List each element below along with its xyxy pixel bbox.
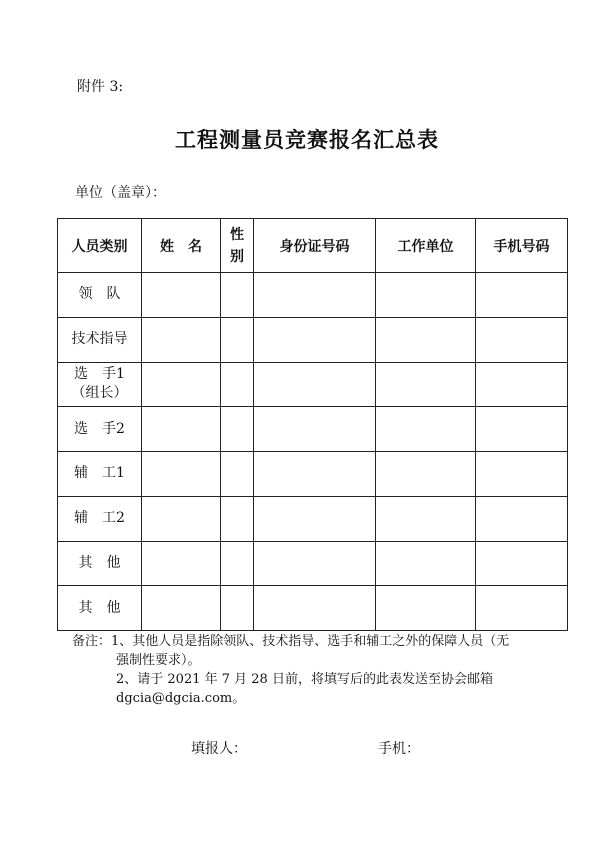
name-cell[interactable]	[142, 362, 221, 407]
id-number-cell[interactable]	[254, 541, 376, 586]
row-category	[58, 452, 142, 497]
mobile-cell[interactable]	[476, 273, 568, 318]
unit-stamp-label: 单位（盖章）：	[75, 185, 166, 201]
table-row	[58, 407, 568, 452]
page-title: 工程测量员竞赛报名汇总表	[175, 128, 439, 152]
name-cell[interactable]	[142, 273, 221, 318]
mobile-cell[interactable]	[476, 407, 568, 452]
gender-cell[interactable]	[221, 407, 254, 452]
row-category-line1: 选 手2	[74, 420, 125, 437]
row-category	[58, 407, 142, 452]
row-category	[58, 586, 142, 631]
id-number-cell[interactable]	[254, 273, 376, 318]
row-category-line1: 选 手1	[74, 366, 125, 383]
name-cell[interactable]	[142, 496, 221, 541]
attachment-label: 附件 3:	[77, 79, 124, 95]
gender-cell[interactable]	[221, 273, 254, 318]
table-header-row	[58, 219, 568, 273]
header-id-number: 身份证号码	[254, 219, 376, 273]
table-row	[58, 452, 568, 497]
table-row	[58, 586, 568, 631]
id-number-cell[interactable]	[254, 452, 376, 497]
id-number-cell[interactable]	[254, 362, 376, 407]
row-category-line1: 辅 工1	[74, 465, 125, 482]
gender-cell[interactable]	[221, 317, 254, 362]
workplace-cell[interactable]	[376, 541, 476, 586]
workplace-cell[interactable]	[376, 273, 476, 318]
name-cell[interactable]	[142, 407, 221, 452]
name-cell[interactable]	[142, 452, 221, 497]
gender-cell[interactable]	[221, 452, 254, 497]
id-number-cell[interactable]	[254, 407, 376, 452]
table-row	[58, 496, 568, 541]
header-name: 姓 名	[142, 219, 221, 273]
workplace-cell[interactable]	[376, 586, 476, 631]
row-category	[58, 541, 142, 586]
row-category-line1: 辅 工2	[74, 510, 125, 527]
row-category-line1: 其 他	[78, 554, 121, 571]
table-row	[58, 273, 568, 318]
id-number-cell[interactable]	[254, 317, 376, 362]
header-category: 人员类别	[58, 219, 142, 273]
row-category-line1: 技术指导	[71, 331, 128, 348]
workplace-cell[interactable]	[376, 362, 476, 407]
registration-table	[57, 218, 568, 631]
mobile-cell[interactable]	[476, 317, 568, 362]
row-category-line2: （组长）	[71, 385, 128, 402]
row-category	[58, 273, 142, 318]
table-row	[58, 541, 568, 586]
id-number-cell[interactable]	[254, 496, 376, 541]
id-number-cell[interactable]	[254, 586, 376, 631]
mobile-cell[interactable]	[476, 541, 568, 586]
name-cell[interactable]	[142, 317, 221, 362]
mobile-cell[interactable]	[476, 362, 568, 407]
mobile-cell[interactable]	[476, 586, 568, 631]
filler-label: 填报人：	[191, 741, 247, 757]
workplace-cell[interactable]	[376, 407, 476, 452]
mobile-cell[interactable]	[476, 496, 568, 541]
header-workplace: 工作单位	[376, 219, 476, 273]
workplace-cell[interactable]	[376, 452, 476, 497]
header-gender	[221, 219, 254, 273]
notes-section	[72, 632, 552, 708]
gender-cell[interactable]	[221, 362, 254, 407]
header-gender-line1: 性	[230, 226, 244, 243]
row-category	[58, 362, 142, 407]
workplace-cell[interactable]	[376, 496, 476, 541]
row-category-line1: 其 他	[78, 599, 121, 616]
note-2-line-1: 2、请于 2021 年 7 月 28 日前，将填写后的此表发送至协会邮箱	[116, 672, 493, 687]
note-2-line-2: dgcia@dgcia.com。	[116, 691, 246, 706]
gender-cell[interactable]	[221, 541, 254, 586]
row-category	[58, 317, 142, 362]
note-1-line-2: 强制性要求）。	[116, 653, 201, 668]
header-mobile: 手机号码	[476, 219, 568, 273]
note-1-line-1: 备注：1、其他人员是指除领队、技术指导、选手和辅工之外的保障人员（无	[72, 634, 510, 649]
row-category-line1: 领 队	[78, 286, 121, 303]
mobile-cell[interactable]	[476, 452, 568, 497]
name-cell[interactable]	[142, 541, 221, 586]
header-gender-line2: 别	[230, 248, 244, 265]
name-cell[interactable]	[142, 586, 221, 631]
table-row	[58, 362, 568, 407]
phone-label: 手机：	[378, 741, 420, 757]
table-row	[58, 317, 568, 362]
row-category	[58, 496, 142, 541]
gender-cell[interactable]	[221, 496, 254, 541]
gender-cell[interactable]	[221, 586, 254, 631]
workplace-cell[interactable]	[376, 317, 476, 362]
